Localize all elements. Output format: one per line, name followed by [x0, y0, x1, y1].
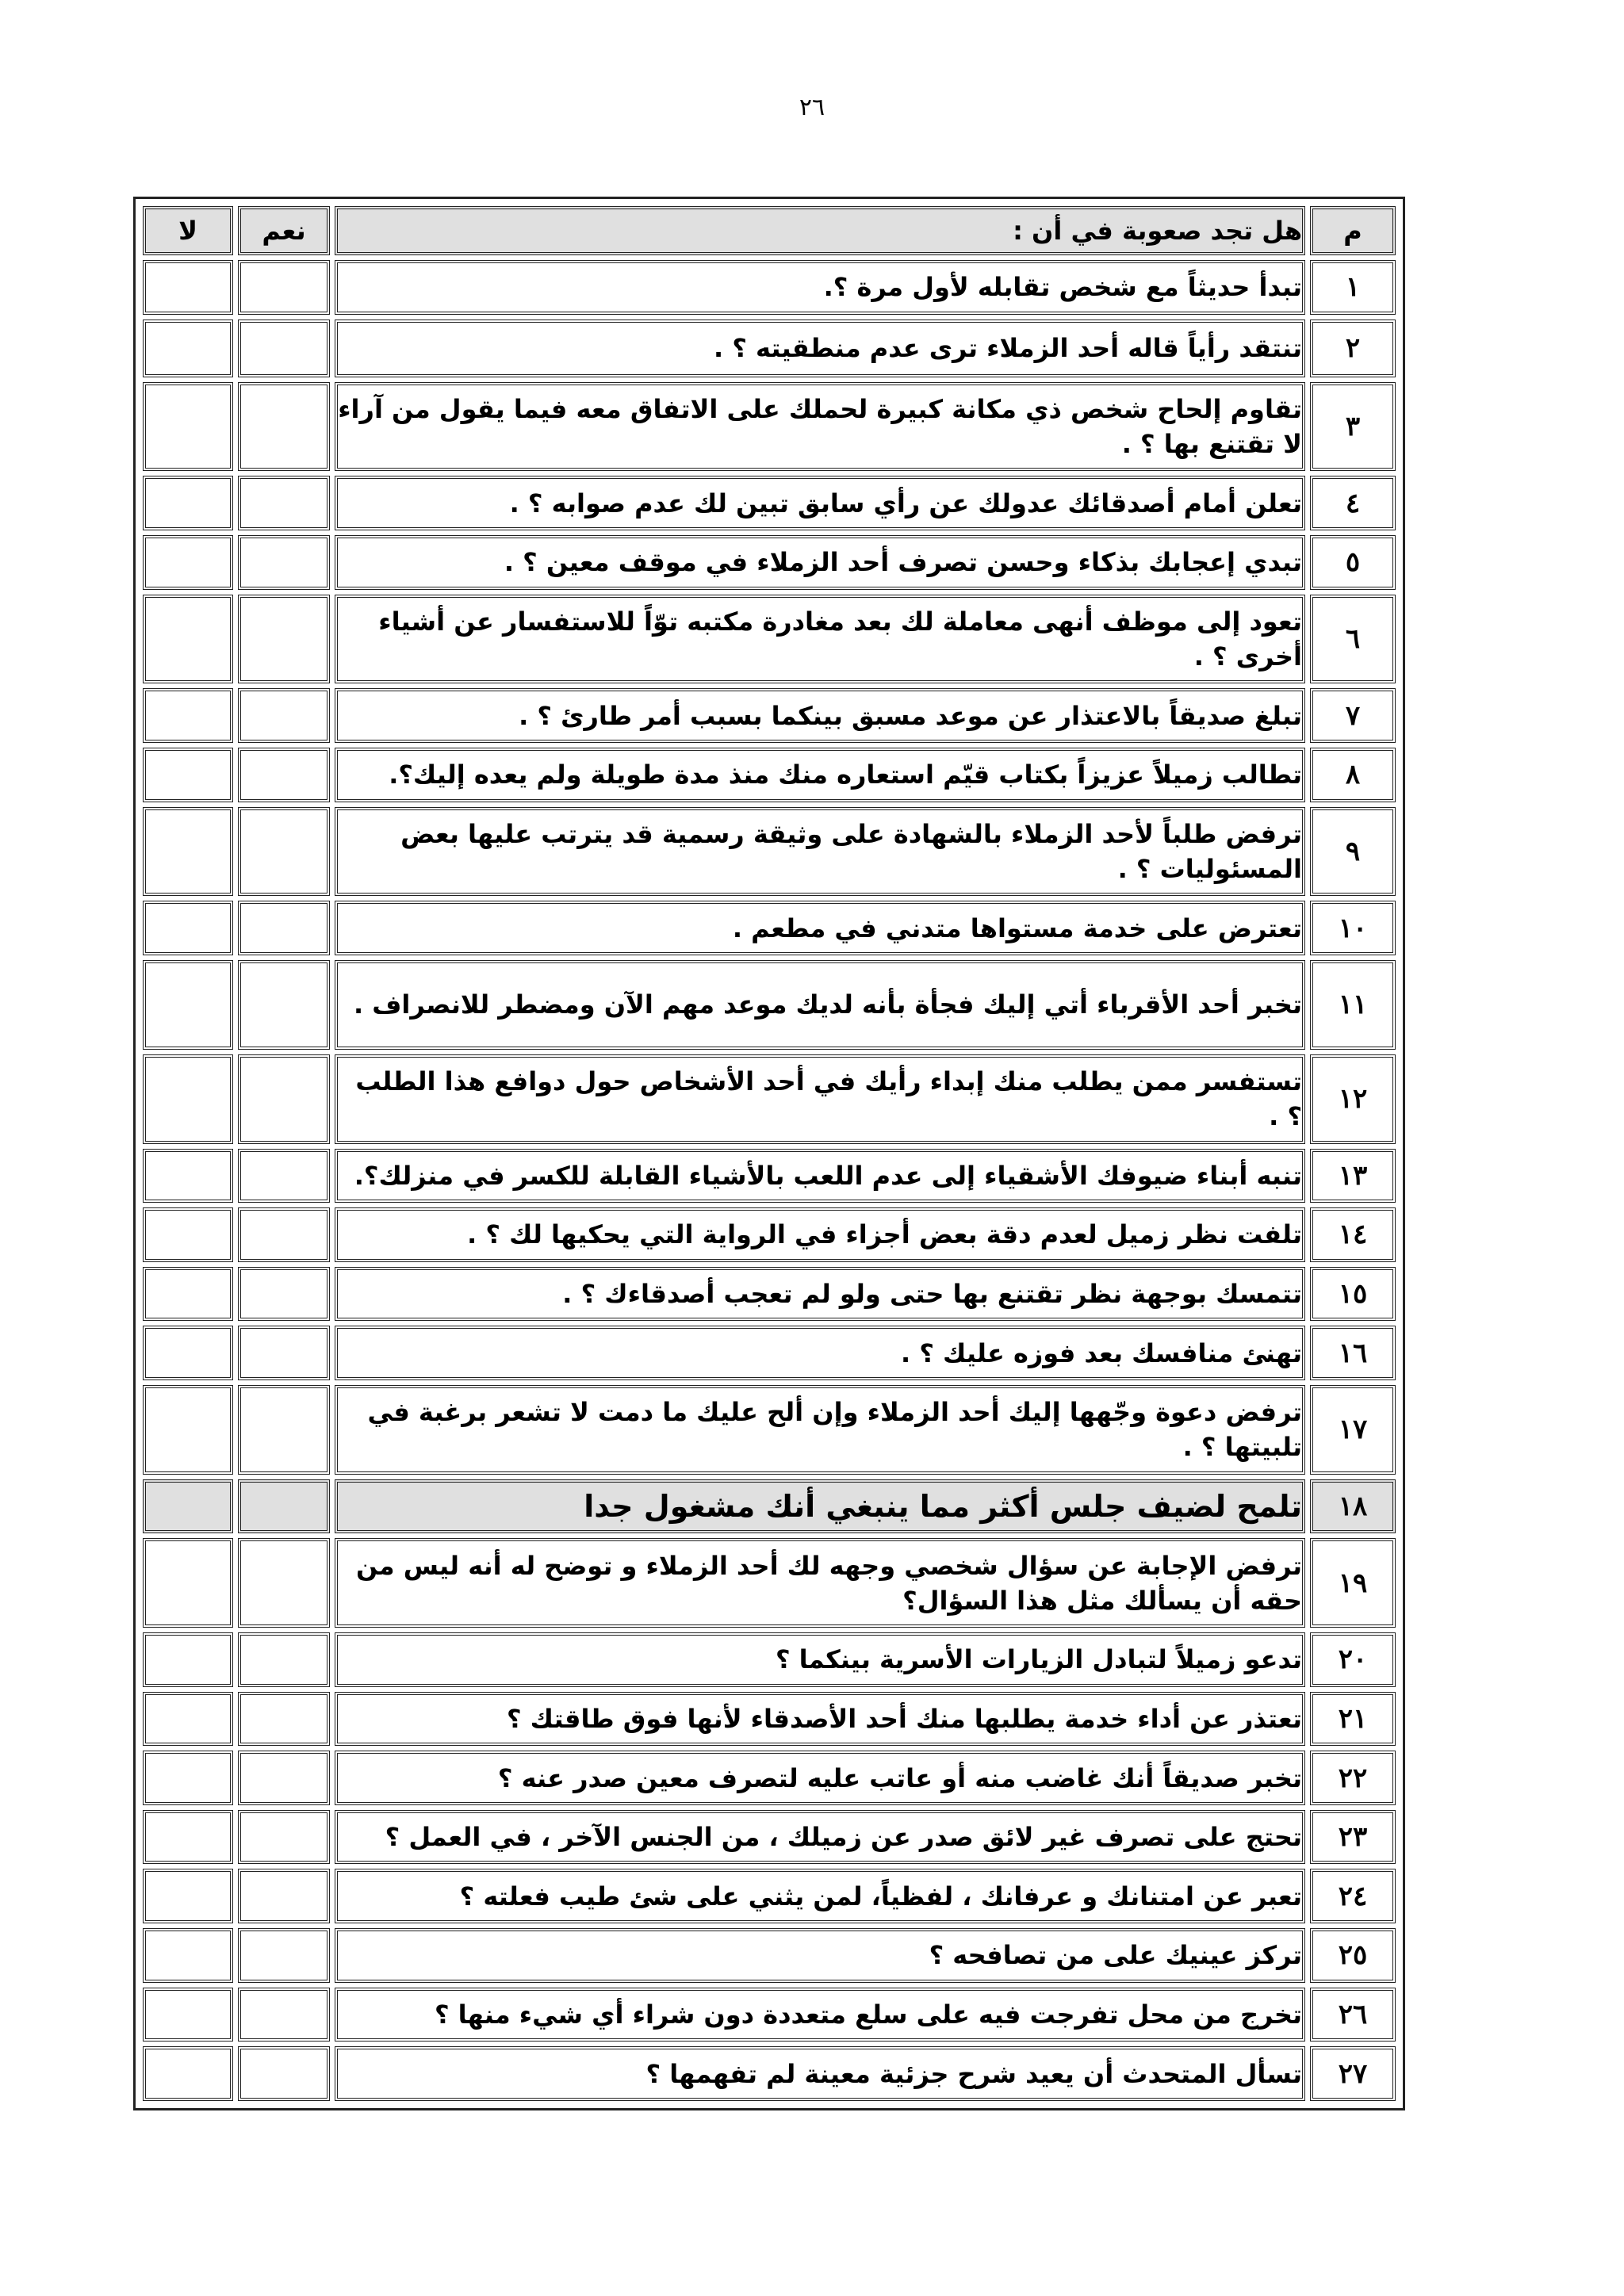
answer-no-cell[interactable]	[143, 476, 233, 530]
question-text: تعبر عن امتنانك و عرفانك ، لفظياً، لمن يثني على شئ طيب فعلته ؟	[335, 1869, 1305, 1923]
table-row	[143, 320, 1396, 377]
answer-yes-cell[interactable]	[238, 1326, 330, 1380]
table-row	[143, 535, 1396, 590]
row-number: ٥	[1310, 535, 1396, 590]
header-row	[143, 206, 1396, 255]
question-text: تبلغ صديقاً بالاعتذار عن موعد مسبق بينكما بسبب أمر طارئ ؟ .	[335, 688, 1305, 743]
answer-yes-cell[interactable]	[238, 748, 330, 802]
question-text: تعتذر عن أداء خدمة يطلبها منك أحد الأصدقاء لأنها فوق طاقتك ؟	[335, 1692, 1305, 1747]
answer-no-cell[interactable]	[143, 382, 233, 472]
table-row	[143, 476, 1396, 530]
question-text: تلمح لضيف جلس أكثر مما ينبغي أنك مشغول جدا	[335, 1479, 1305, 1534]
row-number: ٢٧	[1310, 2046, 1396, 2101]
table-row	[143, 960, 1396, 1050]
question-text: تقاوم إلحاح شخص ذي مكانة كبيرة لحملك على الاتفاق معه فيما يقول من آراء لا تقتنع بها ؟ .	[335, 382, 1305, 472]
answer-no-cell[interactable]	[143, 1751, 233, 1805]
table-row	[143, 1988, 1396, 2042]
row-number: ١٣	[1310, 1149, 1396, 1203]
question-text: تدعو زميلاً لتبادل الزيارات الأسرية بينكما ؟	[335, 1632, 1305, 1687]
table-row	[143, 1207, 1396, 1262]
answer-no-cell[interactable]	[143, 1267, 233, 1322]
question-text: تبدي إعجابك بذكاء وحسن تصرف أحد الزملاء في موقف معين ؟ .	[335, 535, 1305, 590]
row-number: ٢٦	[1310, 1988, 1396, 2042]
row-number: ١٠	[1310, 901, 1396, 955]
row-number: ٢٤	[1310, 1869, 1396, 1923]
row-number: ٣	[1310, 382, 1396, 472]
answer-yes-cell[interactable]	[238, 960, 330, 1050]
question-text: تعود إلى موظف أنهى معاملة لك بعد مغادرة مكتبه توّاً للاستفسار عن أشياء أخرى ؟ .	[335, 595, 1305, 684]
row-number: ١١	[1310, 960, 1396, 1050]
row-number: ٦	[1310, 595, 1396, 684]
header-question: هل تجد صعوبة في أن :	[335, 206, 1305, 255]
header-yes: نعم	[238, 206, 330, 255]
answer-yes-cell[interactable]	[238, 260, 330, 315]
answer-no-cell[interactable]	[143, 748, 233, 802]
question-text: تستفسر ممن يطلب منك إبداء رأيك في أحد الأشخاص حول دوافع هذا الطلب ؟ .	[335, 1054, 1305, 1144]
row-number: ١٨	[1310, 1479, 1396, 1534]
row-number: ١	[1310, 260, 1396, 315]
answer-yes-cell[interactable]	[238, 1054, 330, 1144]
table-row	[143, 1267, 1396, 1322]
table-row	[143, 1054, 1396, 1144]
header-no: لا	[143, 206, 233, 255]
table-row	[143, 1751, 1396, 1805]
table-row	[143, 1632, 1396, 1687]
answer-yes-cell[interactable]	[238, 595, 330, 684]
answer-yes-cell[interactable]	[238, 1810, 330, 1865]
question-text: تنتقد رأياً قاله أحد الزملاء ترى عدم منطقيته ؟ .	[335, 320, 1305, 377]
table-row	[143, 2046, 1396, 2101]
answer-no-cell[interactable]	[143, 320, 233, 377]
row-number: ٢	[1310, 320, 1396, 377]
question-text: تسأل المتحدث أن يعيد شرح جزئية معينة لم تفهمها ؟	[335, 2046, 1305, 2101]
row-number: ١٦	[1310, 1326, 1396, 1380]
answer-no-cell[interactable]	[143, 1207, 233, 1262]
answer-yes-cell[interactable]	[238, 382, 330, 472]
question-text: ترفض طلباً لأحد الزملاء بالشهادة على وثيقة رسمية قد يترتب عليها بعض المسئوليات ؟ .	[335, 807, 1305, 897]
answer-yes-cell[interactable]	[238, 1538, 330, 1628]
answer-no-cell[interactable]	[143, 901, 233, 955]
answer-yes-cell[interactable]	[238, 476, 330, 530]
row-number: ١٢	[1310, 1054, 1396, 1144]
answer-no-cell[interactable]	[143, 1928, 233, 1983]
answer-yes-cell[interactable]	[238, 1207, 330, 1262]
answer-yes-cell[interactable]	[238, 901, 330, 955]
header-number: م	[1310, 206, 1396, 255]
question-text: تخرج من محل تفرجت فيه على سلع متعددة دون شراء أي شيء منها ؟	[335, 1988, 1305, 2042]
answer-no-cell[interactable]	[143, 960, 233, 1050]
table-row	[143, 1538, 1396, 1628]
table-row	[143, 1149, 1396, 1203]
question-text: تبدأ حديثاً مع شخص تقابله لأول مرة ؟.	[335, 260, 1305, 315]
answer-yes-cell[interactable]	[238, 1479, 330, 1534]
row-number: ٨	[1310, 748, 1396, 802]
answer-no-cell[interactable]	[143, 595, 233, 684]
answer-no-cell[interactable]	[143, 1988, 233, 2042]
page-number: ٢٦	[799, 94, 825, 121]
table-row	[143, 688, 1396, 743]
question-text: ُتركز عينيك على من تصافحه ؟	[335, 1928, 1305, 1983]
table-row	[143, 1869, 1396, 1923]
row-number: ١٧	[1310, 1385, 1396, 1475]
answer-yes-cell[interactable]	[238, 807, 330, 897]
row-number: ١٥	[1310, 1267, 1396, 1322]
answer-yes-cell[interactable]	[238, 320, 330, 377]
question-text: تخبر أحد الأقرباء أتي إليك فجأة بأنه لديك موعد مهم الآن ومضطر للانصراف .	[335, 960, 1305, 1050]
table-row	[143, 807, 1396, 897]
row-number: ٩	[1310, 807, 1396, 897]
row-number: ١٩	[1310, 1538, 1396, 1628]
question-text: ترفض دعوة وجّهها إليك أحد الزملاء وإن ألح عليك ما دمت لا تشعر برغبة في تلبيتها ؟ .	[335, 1385, 1305, 1475]
answer-no-cell[interactable]	[143, 1538, 233, 1628]
answer-yes-cell[interactable]	[238, 1149, 330, 1203]
table-row	[143, 1385, 1396, 1475]
table-row	[143, 1326, 1396, 1380]
question-text: تتمسك بوجهة نظر تقتنع بها حتى ولو لم تعجب أصدقاءك ؟ .	[335, 1267, 1305, 1322]
question-text: تلفت نظر زميل لعدم دقة بعض أجزاء في الرواية التي يحكيها لك ؟ .	[335, 1207, 1305, 1262]
answer-yes-cell[interactable]	[238, 1385, 330, 1475]
answer-yes-cell[interactable]	[238, 1928, 330, 1983]
question-text: تحتج على تصرف غير لائق صدر عن زميلك ، من الجنس الآخر ، في العمل ؟	[335, 1810, 1305, 1865]
answer-yes-cell[interactable]	[238, 2046, 330, 2101]
answer-no-cell[interactable]	[143, 535, 233, 590]
questionnaire-table	[138, 201, 1400, 2106]
answer-no-cell[interactable]	[143, 1149, 233, 1203]
answer-yes-cell[interactable]	[238, 535, 330, 590]
table-row	[143, 260, 1396, 315]
question-text: تعلن أمام أصدقائك عدولك عن رأي سابق تبين لك عدم صوابه ؟ .	[335, 476, 1305, 530]
row-number: ٢١	[1310, 1692, 1396, 1747]
answer-no-cell[interactable]	[143, 1326, 233, 1380]
answer-no-cell[interactable]	[143, 2046, 233, 2101]
answer-no-cell[interactable]	[143, 807, 233, 897]
answer-yes-cell[interactable]	[238, 688, 330, 743]
answer-no-cell[interactable]	[143, 1385, 233, 1475]
question-text: تخبر صديقاً أنك غاضب منه أو عاتب عليه لتصرف معين صدر عنه ؟	[335, 1751, 1305, 1805]
answer-no-cell[interactable]	[143, 1054, 233, 1144]
answer-yes-cell[interactable]	[238, 1692, 330, 1747]
answer-no-cell[interactable]	[143, 688, 233, 743]
answer-yes-cell[interactable]	[238, 1751, 330, 1805]
row-number: ٢٣	[1310, 1810, 1396, 1865]
answer-no-cell[interactable]	[143, 1810, 233, 1865]
row-number: ٧	[1310, 688, 1396, 743]
answer-yes-cell[interactable]	[238, 1988, 330, 2042]
row-number: ٢٢	[1310, 1751, 1396, 1805]
table-row	[143, 1928, 1396, 1983]
table-row	[143, 901, 1396, 955]
table-row	[143, 595, 1396, 684]
answer-no-cell[interactable]	[143, 1479, 233, 1534]
row-number: ٤	[1310, 476, 1396, 530]
answer-yes-cell[interactable]	[238, 1267, 330, 1322]
table-row	[143, 1810, 1396, 1865]
question-text: تنبه أبناء ضيوفك الأشقياء إلى عدم اللعب بالأشياء القابلة للكسر في منزلك؟.	[335, 1149, 1305, 1203]
answer-no-cell[interactable]	[143, 1692, 233, 1747]
answer-no-cell[interactable]	[143, 260, 233, 315]
answer-no-cell[interactable]	[143, 1869, 233, 1923]
table-row	[143, 1692, 1396, 1747]
table-row	[143, 748, 1396, 802]
row-number: ١٤	[1310, 1207, 1396, 1262]
table-row	[143, 382, 1396, 472]
question-text: ترفض الإجابة عن سؤال شخصي وجهه لك أحد الزملاء و توضح له أنه ليس من حقه أن يسألك مثل هذا السؤال؟	[335, 1538, 1305, 1628]
question-text: تطالب زميلاً عزيزاً بكتاب قيّم استعاره منك منذ مدة طويلة ولم يعده إليك؟.	[335, 748, 1305, 802]
answer-yes-cell[interactable]	[238, 1632, 330, 1687]
row-number: ٢٥	[1310, 1928, 1396, 1983]
answer-no-cell[interactable]	[143, 1632, 233, 1687]
question-text: تهنئ منافسك بعد فوزه عليك ؟ .	[335, 1326, 1305, 1380]
question-text: تعترض على خدمة مستواها متدني في مطعم .	[335, 901, 1305, 955]
answer-yes-cell[interactable]	[238, 1869, 330, 1923]
row-number: ٢٠	[1310, 1632, 1396, 1687]
table-body	[143, 260, 1396, 2101]
table-row	[143, 1479, 1396, 1534]
